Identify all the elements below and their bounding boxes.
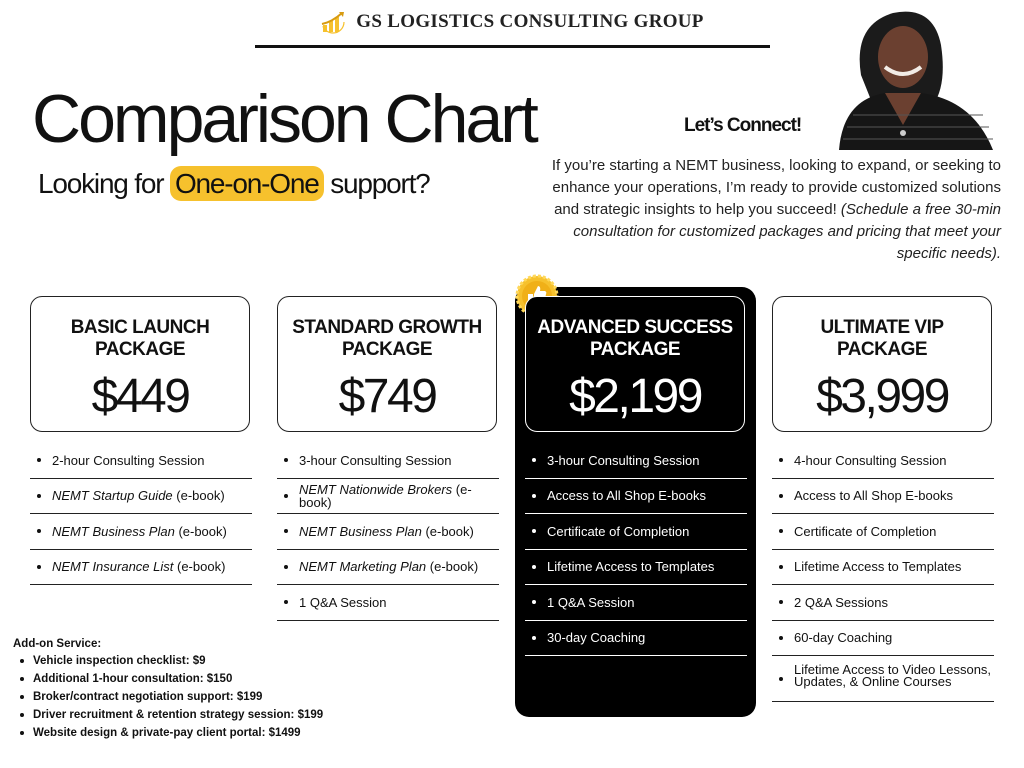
addon-item: Driver recruitment & retention strategy session: $199 <box>13 706 323 724</box>
feature-list-basic <box>30 443 252 585</box>
feature-item: 30-day Coaching <box>525 621 747 657</box>
package-price: $3,999 <box>816 370 948 423</box>
feature-item: NEMT Nationwide Brokers (e-book) <box>277 479 499 515</box>
subtitle-highlight: One-on-One <box>170 166 324 201</box>
feature-item: 3-hour Consulting Session <box>525 443 747 479</box>
feature-item: 1 Q&A Session <box>525 585 747 621</box>
feature-list-standard <box>277 443 499 621</box>
feature-item: 60-day Coaching <box>772 621 994 657</box>
feature-item: NEMT Business Plan (e-book) <box>277 514 499 550</box>
addon-list <box>13 652 323 742</box>
intro-note: (Schedule a free 30-min consultation for customized packages and pricing that meet your specific needs). <box>573 201 1001 262</box>
addon-item: Website design & private-pay client portal: $1499 <box>13 724 323 742</box>
package-name: STANDARD GROWTH PACKAGE <box>292 317 482 360</box>
header-divider <box>255 45 770 48</box>
addon-item: Additional 1-hour consultation: $150 <box>13 670 323 688</box>
addon-item: Vehicle inspection checklist: $9 <box>13 652 323 670</box>
package-name: ULTIMATE VIP PACKAGE <box>820 317 944 360</box>
package-price: $449 <box>91 370 189 423</box>
feature-item: 2-hour Consulting Session <box>30 443 252 479</box>
subtitle-after: support? <box>330 168 430 199</box>
addon-item: Broker/contract negotiation support: $199 <box>13 688 323 706</box>
subtitle <box>38 168 430 200</box>
package-price: $2,199 <box>569 370 701 423</box>
consultant-photo <box>823 5 1013 150</box>
package-card-advanced[interactable] <box>525 296 745 432</box>
addon-services <box>13 638 323 742</box>
package-name: BASIC LAUNCH PACKAGE <box>70 317 210 360</box>
feature-item: NEMT Startup Guide (e-book) <box>30 479 252 515</box>
package-card-basic[interactable] <box>30 296 250 432</box>
feature-item: 4-hour Consulting Session <box>772 443 994 479</box>
feature-item: Certificate of Completion <box>772 514 994 550</box>
package-name: ADVANCED SUCCESS PACKAGE <box>537 317 733 360</box>
feature-item: Lifetime Access to Video Lessons, Updates, & Online Courses <box>772 656 994 702</box>
feature-item: 1 Q&A Session <box>277 585 499 621</box>
feature-item: Lifetime Access to Templates <box>525 550 747 586</box>
connect-heading: Let’s Connect! <box>684 115 802 136</box>
package-price: $749 <box>338 370 436 423</box>
subtitle-before: Looking for <box>38 168 164 199</box>
brand-name: GS LOGISTICS CONSULTING GROUP <box>356 11 704 32</box>
intro-text: If you’re starting a NEMT business, looking to expand, or seeking to enhance your operations, I’m ready to provide customized solutions and strategic insights to help you succeed! <box>551 157 1001 218</box>
feature-item: 3-hour Consulting Session <box>277 443 499 479</box>
feature-item: NEMT Marketing Plan (e-book) <box>277 550 499 586</box>
addon-title: Add-on Service: <box>13 638 102 650</box>
feature-list-ultimate <box>772 443 994 702</box>
package-card-ultimate[interactable] <box>772 296 992 432</box>
feature-item: NEMT Business Plan (e-book) <box>30 514 252 550</box>
feature-list-advanced <box>525 443 747 656</box>
package-card-standard[interactable] <box>277 296 497 432</box>
feature-item: Lifetime Access to Templates <box>772 550 994 586</box>
chart-growth-icon <box>320 10 348 34</box>
feature-item: Access to All Shop E-books <box>772 479 994 515</box>
feature-item: Certificate of Completion <box>525 514 747 550</box>
intro-paragraph <box>535 155 1001 265</box>
feature-item: 2 Q&A Sessions <box>772 585 994 621</box>
page-title: Comparison Chart <box>32 81 536 157</box>
feature-item: NEMT Insurance List (e-book) <box>30 550 252 586</box>
feature-item: Access to All Shop E-books <box>525 479 747 515</box>
